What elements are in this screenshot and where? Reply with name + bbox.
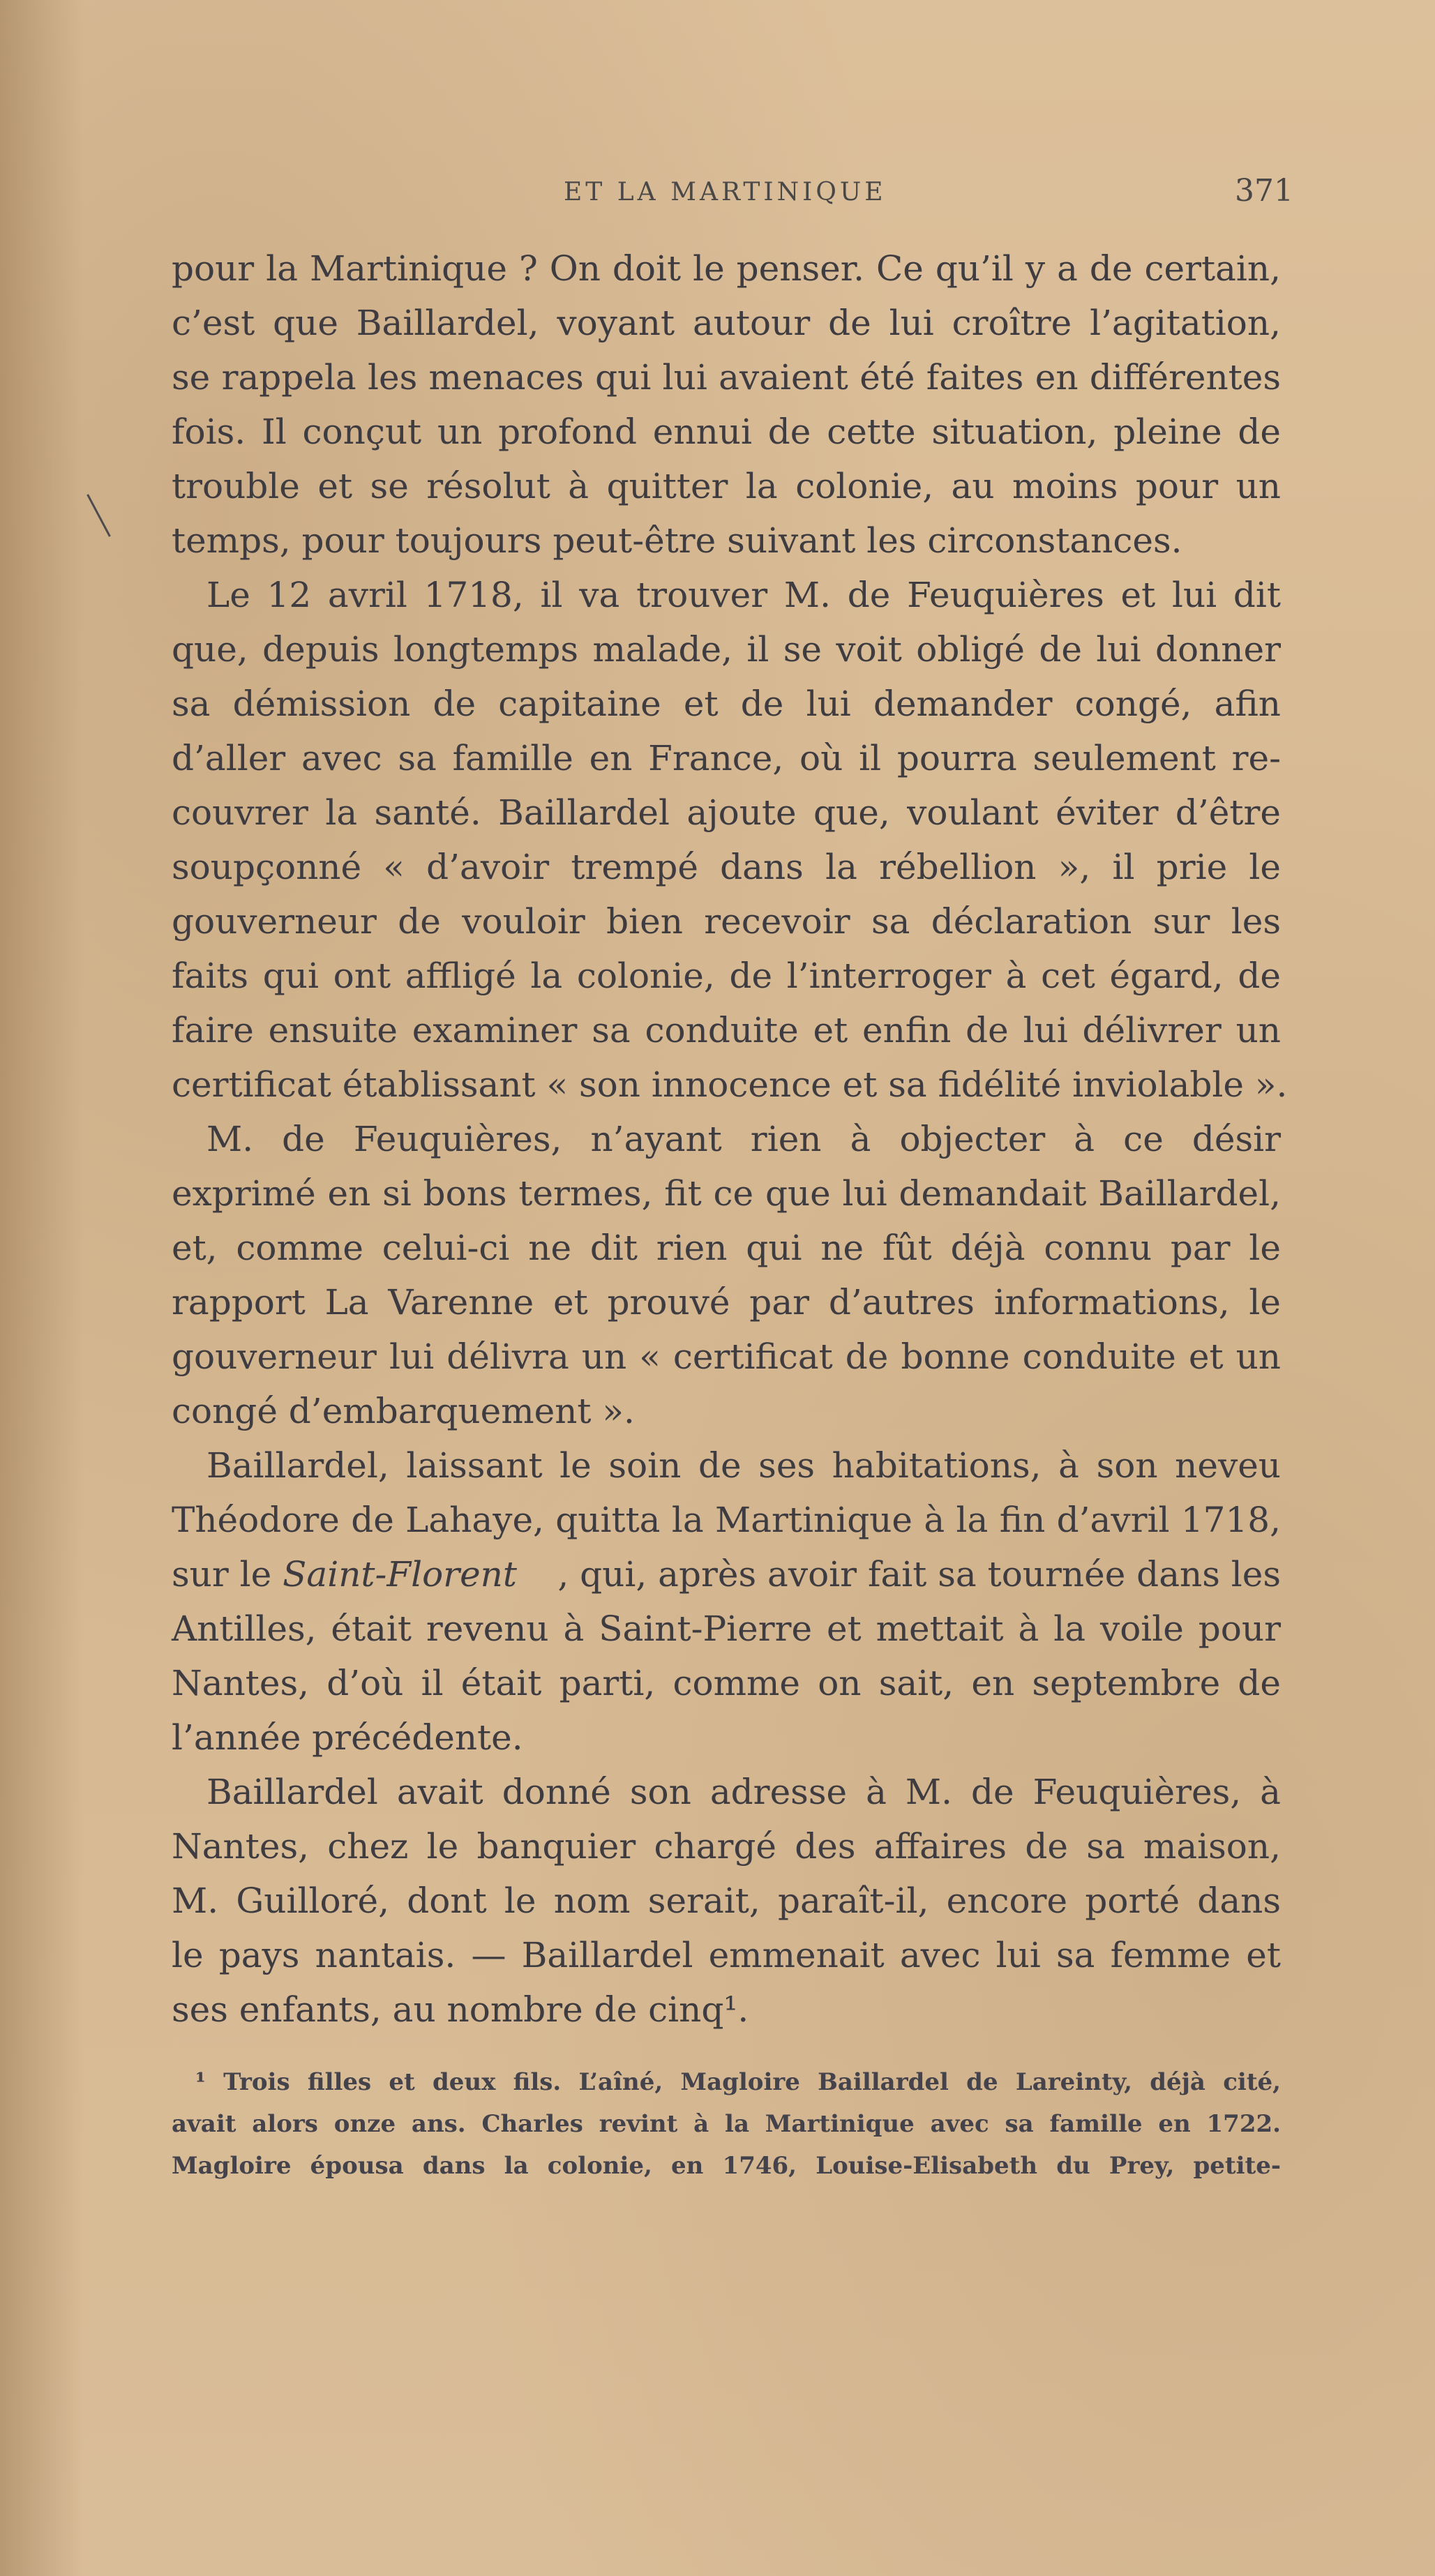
text-line: Nantes, chez le banquier chargé des affaires de sa maison, [172,1826,1281,1867]
text-line: Baillardel avait donné son adresse à M. de Feuquières, à [206,1772,1281,1812]
text-run: sur le [172,1554,283,1595]
text-fragment: , qui, après avoir fait sa tournée dans les [557,1554,1281,1595]
text-line: Antilles, était revenu à Saint-Pierre et mettait à la voile pour [172,1609,1281,1649]
text-line: gouverneur de vouloir bien recevoir sa déclaration sur les [172,901,1281,942]
running-title: ET LA MARTINIQUE [564,178,887,206]
text-line: soupçonné « d’avoir trempé dans la rébellion », il prie le [172,847,1281,887]
text-line: le pays nantais. — Baillardel emmenait avec lui sa femme et [172,1935,1281,1975]
ship-name: Saint-Florent [283,1554,517,1595]
text-line: faire ensuite examiner sa conduite et enfin de lui délivrer un [172,1010,1281,1050]
text-line: que, depuis longtemps malade, il se voit obligé de lui donner [172,629,1281,670]
footnote-line: ¹ Trois filles et deux fils. L’aîné, Magloire Baillardel de Lareinty, déjà cité, [195,2068,1281,2096]
page-number: 371 [1235,173,1293,209]
text-line-mixed [172,1553,1281,1595]
text-line: congé d’embarquement ». [172,1391,635,1431]
text-line: sa démission de capitaine et de lui demander congé, afin [172,684,1281,724]
text-line: Théodore de Lahaye, quitta la Martinique à la fin d’avril 1718, [172,1500,1281,1540]
text-line: M. de Feuquières, n’ayant rien à objecter à ce désir [206,1119,1281,1159]
footnote-line: avait alors onze ans. Charles revint à la Martinique avec sa famille en 1722. [172,2110,1281,2138]
text-line: gouverneur lui délivra un « certificat de bonne conduite et un [172,1336,1281,1377]
text-line: certificat établissant « son innocence et sa fidélité inviolable ». [172,1064,1288,1105]
text-line: l’année précédente. [172,1717,523,1758]
text-line: M. Guilloré, dont le nom serait, paraît-il, encore porté dans [172,1881,1281,1921]
text-line: Nantes, d’où il était parti, comme on sait, en septembre de [172,1663,1281,1703]
text-line: faits qui ont affligé la colonie, de l’interroger à cet égard, de [172,956,1281,996]
text-fragment [172,1553,517,1595]
text-line: rapport La Varenne et prouvé par d’autres informations, le [172,1282,1281,1323]
text-line: Le 12 avril 1718, il va trouver M. de Feuquières et lui dit [206,575,1281,615]
footnote-line: Magloire épousa dans la colonie, en 1746, Louise-Elisabeth du Prey, petite- [172,2152,1281,2180]
text-line: exprimé en si bons termes, fit ce que lui demandait Baillardel, [172,1173,1281,1214]
text-line: trouble et se résolut à quitter la colonie, au moins pour un [172,466,1281,506]
text-line: d’aller avec sa famille en France, où il pourra seulement re- [172,738,1281,778]
text-line: ses enfants, au nombre de cinq¹. [172,1989,749,2030]
text-line: Baillardel, laissant le soin de ses habitations, à son neveu [206,1445,1281,1486]
text-line: se rappela les menaces qui lui avaient été faites en différentes [172,357,1281,398]
text-line: couvrer la santé. Baillardel ajoute que, voulant éviter d’être [172,792,1281,833]
margin-pencil-mark [87,494,111,536]
text-line: pour la Martinique ? On doit le penser. Ce qu’il y a de certain, [172,248,1281,289]
text-line: c’est que Baillardel, voyant autour de lui croître l’agitation, [172,303,1281,343]
text-line: fois. Il conçut un profond ennui de cette situation, pleine de [172,412,1281,452]
text-line: et, comme celui-ci ne dit rien qui ne fût déjà connu par le [172,1228,1281,1268]
text-line: temps, pour toujours peut-être suivant les circonstances. [172,520,1182,561]
